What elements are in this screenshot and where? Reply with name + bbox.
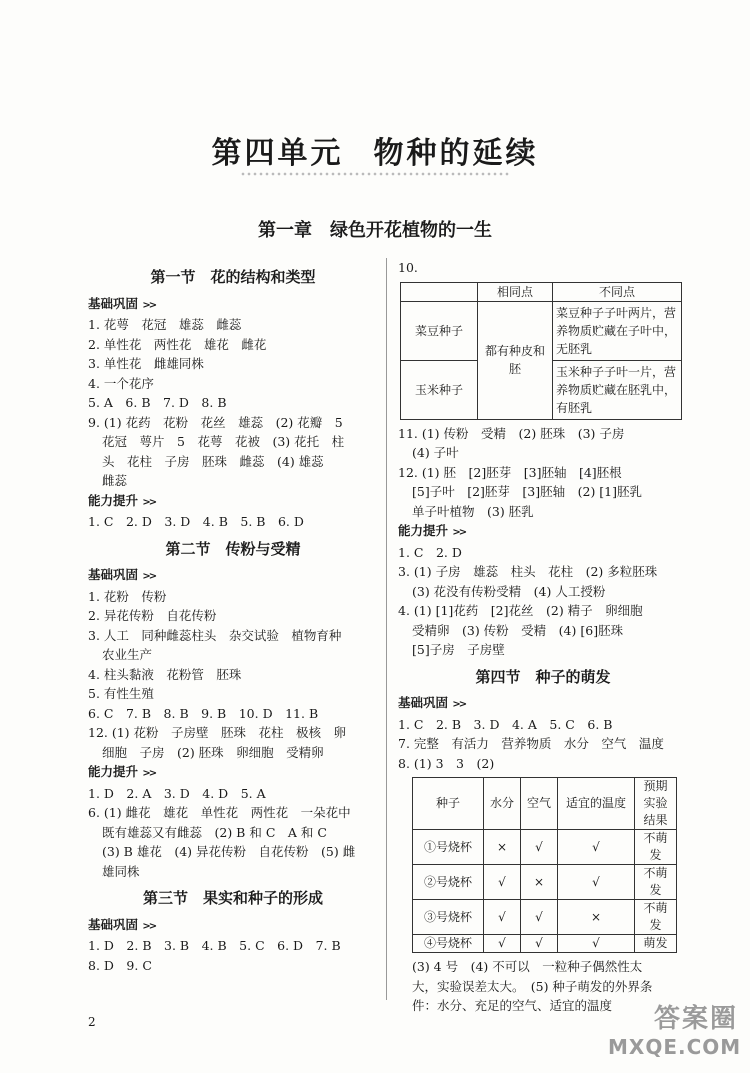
answer-line: 农业生产: [102, 647, 153, 662]
answer-line: [5]子叶 [2]胚芽 [3]胚轴 (2) [1]胚乳: [412, 484, 643, 499]
double-chevron-icon: >>: [142, 299, 156, 311]
table-header-cell: [401, 282, 478, 301]
section-2-basic-heading: 基础巩固 >>: [88, 567, 156, 582]
table-cell: 不萌发: [635, 830, 677, 865]
table-cell: ×: [484, 830, 521, 865]
answer-line: 9. (1) 花药 花粉 花丝 雄蕊 (2) 花瓣 5: [88, 414, 343, 430]
answer-line: 4. (1) [1]花药 [2]花丝 (2) 精子 卵细胞: [398, 603, 643, 618]
answer-line: 2. 异花传粉 自花传粉: [88, 608, 217, 623]
answer-line: 1. D 2. A 3. D 4. D 5. A: [88, 785, 266, 801]
section-4-basic-heading: 基础巩固 >>: [398, 695, 466, 710]
answer-line: [5]子房 子房壁: [412, 642, 505, 657]
table-cell: √: [484, 935, 521, 953]
unit-title: [0, 128, 750, 172]
answer-line: 1. D 2. B 3. B 4. B 5. C 6. D 7. B: [88, 938, 341, 953]
question-10-label: 10.: [398, 260, 418, 275]
table-cell: √: [521, 900, 558, 935]
section-3-basic-heading: 基础巩固 >>: [88, 916, 156, 932]
table-cell: 菜豆种子: [401, 301, 478, 360]
table-cell: √: [484, 865, 521, 900]
table-cell: 都有种皮和胚: [478, 301, 553, 419]
double-chevron-icon: >>: [142, 768, 156, 779]
table-cell: 玉米种子子叶一片，营养物质贮藏在胚乳中，有胚乳: [553, 360, 682, 419]
watermark-line2: MXQE.COM: [608, 1035, 742, 1059]
answer-line: 8. (1) 3 3 (2): [398, 755, 495, 771]
section-1-title: 第一节 花的结构和类型: [150, 268, 316, 286]
double-chevron-icon: >>: [142, 571, 156, 582]
double-chevron-icon: >>: [142, 496, 156, 508]
table-cell: ×: [558, 900, 635, 935]
left-column: [88, 266, 378, 975]
table-cell: √: [521, 830, 558, 865]
double-chevron-icon: >>: [452, 699, 466, 710]
section-3-title: 第三节 果实和种子的形成: [142, 889, 323, 907]
table-cell: √: [558, 935, 635, 953]
answer-line: 大，实验误差太大。 (5) 种子萌发的外界条: [412, 978, 653, 994]
table-row: [413, 830, 677, 865]
right-column: [398, 258, 688, 1016]
table-cell: 萌发: [635, 935, 677, 953]
table-header-row: [413, 778, 677, 830]
section-2-basic-answers: [88, 587, 378, 763]
answer-line: 细胞 子房 (2) 胚珠 卵细胞 受精卵: [102, 744, 324, 760]
seed-comparison-table: [400, 282, 682, 420]
table-cell: √: [558, 865, 635, 900]
section-1-basic-heading: 基础巩固 >>: [88, 295, 156, 311]
answer-line: (3) 花没有传粉受精 (4) 人工授粉: [412, 583, 606, 599]
answer-line: 雄同株: [102, 863, 140, 879]
section-3-advance-heading: 能力提升 >>: [398, 523, 466, 538]
answer-line: 2. 单性花 两性花 雄花 雌花: [88, 336, 267, 352]
answer-line: 8. D 9. C: [88, 957, 152, 973]
section-2-advance-heading: 能力提升 >>: [88, 764, 156, 779]
answer-line: 头 花柱 子房 胚珠 雌蕊 (4) 雄蕊: [102, 453, 324, 469]
answer-line: 5. 有性生殖: [88, 686, 154, 701]
table-header-cell: 相同点: [478, 282, 553, 301]
table-cell: ③号烧杯: [413, 900, 484, 935]
table-row: [413, 865, 677, 900]
chapter-title: 第一章 绿色开花植物的一生: [258, 220, 492, 241]
answer-line: 件：水分、充足的空气、适宜的温度: [412, 998, 613, 1013]
table-cell: 不萌发: [635, 865, 677, 900]
table-header-cell: 不同点: [553, 282, 682, 301]
table-header-cell: 水分: [484, 778, 521, 830]
answer-line: 12. (1) 胚 [2]胚芽 [3]胚轴 [4]胚根: [398, 464, 622, 480]
answer-line: 雌蕊: [102, 473, 128, 488]
germination-table: [412, 777, 677, 953]
table-cell: √: [521, 935, 558, 953]
table-row: [413, 900, 677, 935]
answer-line: 1. C 2. D 3. D 4. B 5. B 6. D: [88, 514, 304, 529]
answer-line: 4. 一个花序: [88, 375, 154, 391]
section-2-title: 第二节 传粉与受精: [165, 539, 301, 558]
table-row: [401, 301, 682, 360]
answer-line: 3. 人工 同种雌蕊柱头 杂交试验 植物育种: [88, 627, 342, 643]
answer-line: 单子叶植物 (3) 胚乳: [412, 503, 534, 519]
answer-line: 4. 柱头黏液 花粉管 胚珠: [88, 666, 242, 682]
answer-line: (3) 4 号 (4) 不可以 一粒种子偶然性太: [412, 959, 643, 974]
watermark-line1: 答案圈: [653, 1004, 738, 1034]
table-header-cell: 种子: [413, 778, 484, 830]
column-divider: [386, 258, 387, 1000]
answer-line: 6. C 7. B 8. B 9. B 10. D 11. B: [88, 705, 319, 721]
table-header-cell: 适宜的温度: [558, 778, 635, 830]
section-1-advance-heading: 能力提升 >>: [88, 492, 156, 508]
section-2-advance-answers: [88, 784, 378, 882]
answer-line: 受精卵 (3) 传粉 受精 (4) [6]胚珠: [412, 622, 624, 638]
unit-title-part2: 物种的延续: [373, 136, 539, 171]
answer-line: 5. A 6. B 7. D 8. B: [88, 395, 227, 410]
answer-line: 花冠 萼片 5 花萼 花被 (3) 花托 柱: [102, 434, 345, 449]
unit-title-part1: 第四单元: [211, 136, 344, 171]
answer-line: 6. (1) 雌花 雄花 单性花 两性花 一朵花中: [88, 805, 351, 820]
table-cell: 玉米种子: [401, 360, 478, 419]
table-cell: √: [484, 900, 521, 935]
answer-line: 11. (1) 传粉 受精 (2) 胚珠 (3) 子房: [398, 425, 625, 441]
watermark-logo: [608, 998, 742, 1059]
page-number: 2: [88, 1015, 96, 1029]
table-cell: √: [558, 830, 635, 865]
table-header-cell: 预期实验结果: [635, 778, 677, 830]
section-1-basic-answers: [88, 315, 378, 491]
answer-line: 1. 花粉 传粉: [88, 588, 167, 604]
double-chevron-icon: >>: [142, 920, 156, 932]
answer-line: 12. (1) 花粉 子房壁 胚珠 花柱 极核 卵: [88, 725, 347, 740]
table-header-row: [401, 282, 682, 301]
answer-line: 3. 单性花 雌雄同株: [88, 356, 204, 371]
answer-line: 7. 完整 有活力 营养物质 水分 空气 温度: [398, 736, 664, 751]
answer-line: 1. C 2. B 3. D 4. A 5. C 6. B: [398, 716, 613, 732]
table-cell: ②号烧杯: [413, 865, 484, 900]
section-4-title: 第四节 种子的萌发: [475, 667, 611, 686]
answer-line: 3. (1) 子房 雄蕊 柱头 花柱 (2) 多粒胚珠: [398, 564, 658, 579]
answer-line: 1. 花萼 花冠 雄蕊 雌蕊: [88, 317, 242, 332]
table-cell: ①号烧杯: [413, 830, 484, 865]
answer-line: 既有雄蕊又有雌蕊 (2) B 和 C A 和 C: [102, 824, 327, 840]
answer-line: (3) B 雄花 (4) 异花传粉 自花传粉 (5) 雌: [102, 844, 356, 859]
answer-line: (4) 子叶: [412, 445, 459, 460]
table-cell: 菜豆种子子叶两片，营养物质贮藏在子叶中，无胚乳: [553, 301, 682, 360]
title-dot-decoration: [240, 171, 510, 177]
answer-line: 1. C 2. D: [398, 544, 462, 560]
double-chevron-icon: >>: [452, 527, 466, 538]
table-cell: ×: [521, 865, 558, 900]
table-cell: 不萌发: [635, 900, 677, 935]
table-header-cell: 空气: [521, 778, 558, 830]
table-row: [413, 935, 677, 953]
table-cell: ④号烧杯: [413, 935, 484, 953]
